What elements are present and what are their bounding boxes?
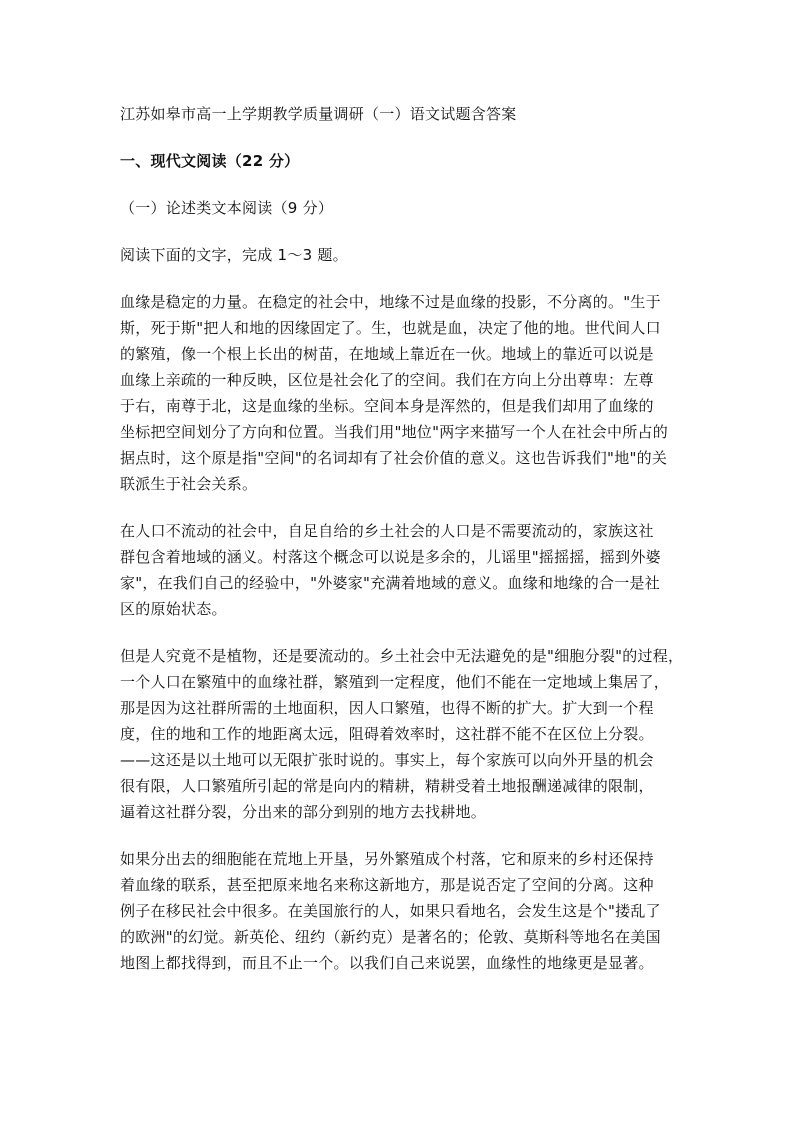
paragraph-line: 逼着这社群分裂，分出来的部分到别的地方去找耕地。 <box>120 803 487 821</box>
paragraph-line: 那是因为这社群所需的土地面积，因人口繁殖，也得不断的扩大。扩大到一个程 <box>120 699 654 717</box>
paragraph-line: 例子在移民社会中很多。在美国旅行的人，如果只看地名，会发生这是个"搂乱了 <box>120 902 661 920</box>
paragraph-line: 如果分出去的细胞能在荒地上开垦，另外繁殖成个村落，它和原来的乡村还保持 <box>120 850 654 868</box>
paragraph-line: 区的原始状态。 <box>120 600 227 618</box>
paragraph-line: 在人口不流动的社会中，自足自给的乡土社会的人口是不需要流动的，家族这社 <box>120 522 654 540</box>
paragraph-line: 坐标把空间划分了方向和位置。当我们用"地位"两字来描写一个人在社会中所占的 <box>120 423 669 441</box>
paragraph-line: 于右，南尊于北，这是血缘的坐标。空间本身是浑然的，但是我们却用了血缘的 <box>120 397 654 415</box>
paragraph-line: 的繁殖，像一个根上长出的树苗，在地域上靠近在一伙。地域上的靠近可以说是 <box>120 345 654 363</box>
paragraph-line: 据点时，这个原是指"空间"的名词却有了社会价值的意义。这也告诉我们"地"的关 <box>120 449 668 467</box>
paragraph-line: 一个人口在繁殖中的血缘社群，繁殖到一定程度，他们不能在一定地域上集居了， <box>120 673 670 691</box>
paragraph-line: ——这还是以土地可以无限扩张时说的。事实上，每个家族可以向外开垦的机会 <box>120 751 654 769</box>
section-heading: 一、现代文阅读（22 分） <box>120 152 300 170</box>
paragraph-line: 着血缘的联系，甚至把原来地名来称这新地方，那是说否定了空间的分离。这种 <box>120 876 654 894</box>
paragraph-line: 家"，在我们自己的经验中，"外婆家"充满着地域的意义。血缘和地缘的合一是社 <box>120 574 660 592</box>
paragraph-line: 的欧洲"的幻觉。新英伦、纽约（新约克）是著名的；伦敦、莫斯科等地名在美国 <box>120 928 661 946</box>
paragraph-line: 但是人究竟不是植物，还是要流动的。乡土社会中无法避免的是"细胞分裂"的过程， <box>120 647 684 665</box>
paragraph-line: 血缘上亲疏的一种反映，区位是社会化了的空间。我们在方向上分出尊卑：左尊 <box>120 371 654 389</box>
paragraph-line: 联派生于社会关系。 <box>120 475 258 493</box>
paragraph-line: 群包含着地域的涵义。村落这个概念可以说是多余的，儿谣里"摇摇摇，摇到外婆 <box>120 548 661 566</box>
paragraph-line: 地图上都找得到，而且不止一个。以我们自己来说罢，血缘性的地缘更是显著。 <box>120 954 654 972</box>
paragraph-line: 斯，死于斯"把人和地的因缘固定了。生，也就是血，决定了他的地。世代间人口 <box>120 319 661 337</box>
paragraph-line: 度，住的地和工作的地距离太远，阻碍着效率时，这社群不能不在区位上分裂。 <box>120 725 654 743</box>
document-title: 江苏如皋市高一上学期教学质量调研（一）语文试题含答案 <box>120 105 517 123</box>
paragraph-line: 血缘是稳定的力量。在稳定的社会中，地缘不过是血缘的投影，不分离的。"生于 <box>120 293 661 311</box>
subsection-heading: （一）论述类文本阅读（9 分） <box>120 199 334 217</box>
paragraph-line: 很有限，人口繁殖所引起的常是向内的精耕，精耕受着土地报酬递减律的限制， <box>120 777 654 795</box>
instruction-text: 阅读下面的文字，完成 1～3 题。 <box>120 246 348 264</box>
